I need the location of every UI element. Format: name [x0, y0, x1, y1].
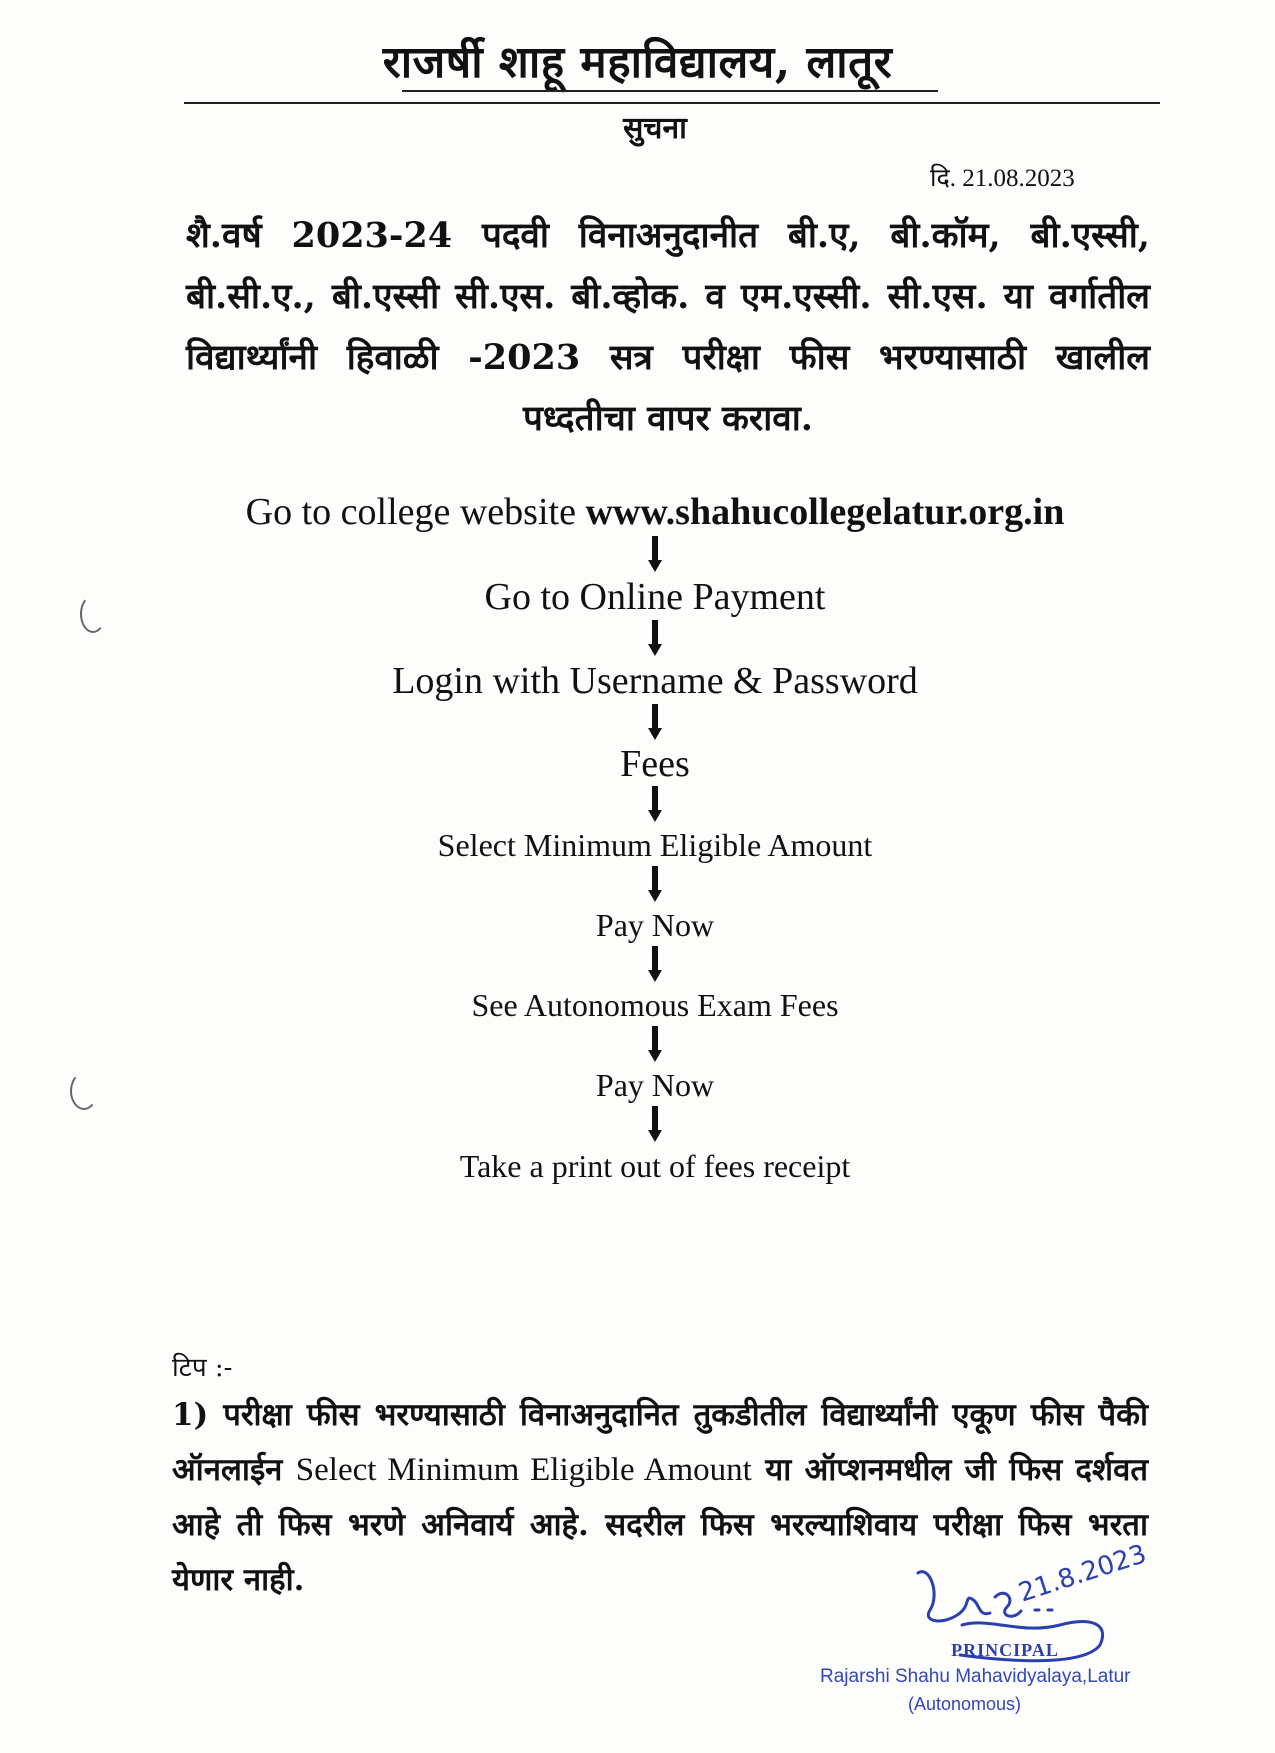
title-underline — [402, 90, 938, 92]
step-print-receipt: Take a print out of fees receipt — [459, 1148, 851, 1184]
down-arrow-icon — [650, 536, 660, 574]
tip-label: टिप :- — [172, 1353, 233, 1383]
down-arrow-icon — [650, 946, 660, 984]
intro-paragraph: शै.वर्ष 2023-24 पदवी विनाअनुदानीत बी.ए, बी.कॉम, बी.एस्सी, बी.सी.ए., बी.एस्सी सी.एस. बी.व्होक. व एम.एस्सी. सी.एस. या वर्गातील विद्यार्थ्यांनी हिवाळी -2023 सत्र परीक्षा फीस भरण्यासाठी खालील पध्दतीचा वापर करावा. — [186, 215, 1150, 439]
header-rule — [184, 102, 1160, 104]
college-name-heading: राजर्षी शाहू महाविद्यालय, लातूर — [382, 37, 893, 88]
scan-mark — [70, 1072, 98, 1110]
step-pay-now: Pay Now — [595, 907, 715, 943]
stamp-principal: PRINCIPAL — [951, 1640, 1059, 1660]
step-select-minimum-amount: Select Minimum Eligible Amount — [437, 827, 873, 863]
down-arrow-icon — [650, 704, 660, 742]
notice-date: दि. 21.08.2023 — [930, 165, 1075, 192]
college-website-link[interactable]: www.shahucollegelatur.org.in — [585, 491, 1065, 533]
tip-text-english: Select Minimum Eligible Amount — [295, 1452, 752, 1488]
step-fees: Fees — [620, 743, 690, 785]
payment-steps-flow — [0, 488, 1275, 1188]
down-arrow-icon — [650, 620, 660, 658]
step-college-website — [0, 488, 1275, 536]
step-login: Login with Username & Password — [392, 660, 918, 702]
down-arrow-icon — [650, 1026, 660, 1064]
step-autonomous-exam-fees: See Autonomous Exam Fees — [471, 987, 839, 1023]
scan-mark — [80, 595, 106, 633]
step-online-payment: Go to Online Payment — [484, 576, 826, 618]
notice-label: सुचना — [623, 111, 687, 146]
down-arrow-icon — [650, 786, 660, 824]
step-website-prefix: Go to college website — [245, 491, 586, 533]
down-arrow-icon — [650, 866, 660, 904]
step-pay-now-final: Pay Now — [595, 1067, 715, 1103]
tip-text-part2: या ऑप्शनमधील जी फिस दर्शवत आहे ती फिस भरणे अनिवार्य आहे. सदरील फिस भरल्याशिवाय परीक्षा फिस भरता येणार नाही. — [172, 1452, 1148, 1598]
stamp-institution: Rajarshi Shahu Mahavidyalaya,Latur — [820, 1666, 1131, 1687]
handwritten-date: 21.8.2023 — [1015, 1539, 1151, 1609]
tip-text-part1: 1) परीक्षा फीस भरण्यासाठी विनाअनुदानित तुकडीतील विद्यार्थ्यांनी एकूण फीस पैकी ऑनलाईन — [172, 1397, 1148, 1488]
down-arrow-icon — [650, 1106, 660, 1144]
stamp-status: (Autonomous) — [908, 1694, 1022, 1714]
